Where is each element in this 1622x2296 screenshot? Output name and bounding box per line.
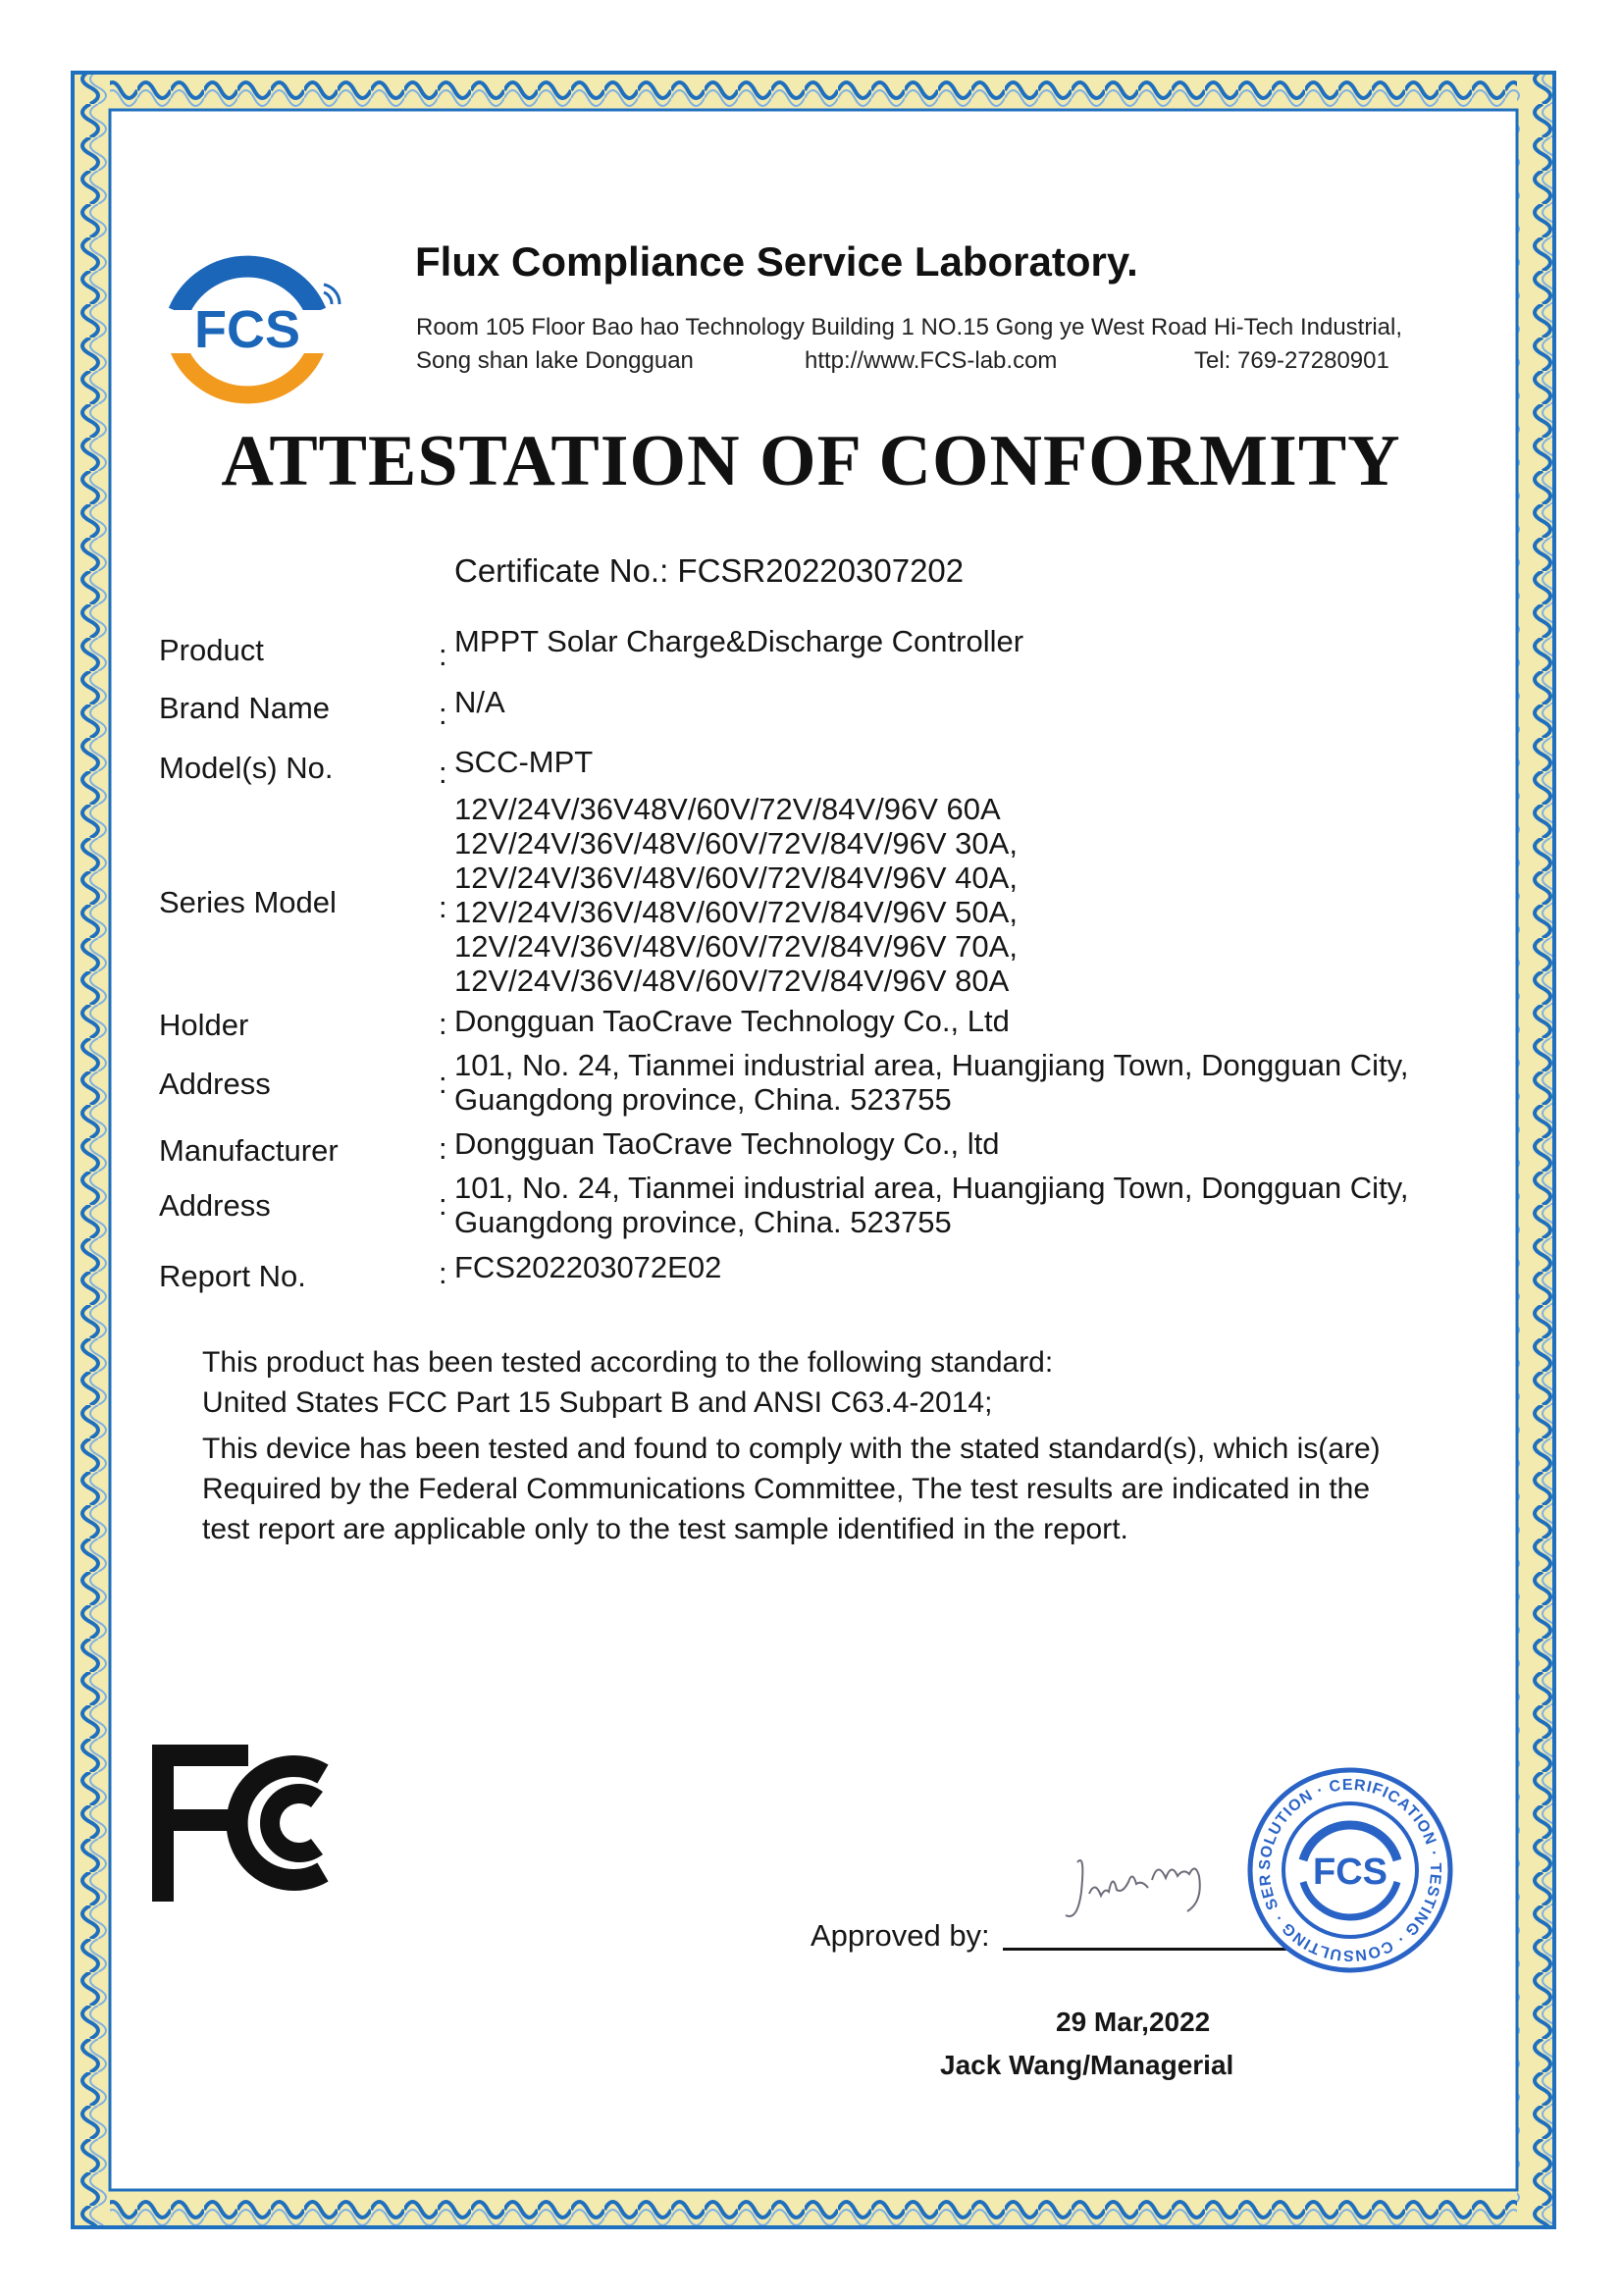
lab-telephone: Tel: 769-27280901	[1194, 347, 1389, 374]
colon: :	[439, 756, 447, 790]
colon: :	[439, 697, 447, 731]
colon: :	[439, 1256, 447, 1290]
fc-logo	[152, 1745, 368, 1902]
standard-statement	[202, 1342, 1053, 1423]
lab-website: http://www.FCS-lab.com	[805, 347, 1058, 374]
manufacturer-address-label: Address	[159, 1188, 271, 1223]
series-item: 12V/24V/36V/48V/60V/72V/84V/96V 70A,	[454, 929, 1018, 964]
series-list	[454, 792, 1018, 998]
statement-line: Required by the Federal Communications Committee, The test results are indicated in the	[202, 1473, 1371, 1505]
colon: :	[439, 638, 447, 672]
series-label: Series Model	[159, 885, 337, 919]
brand-value: N/A	[454, 685, 505, 719]
holder-label: Holder	[159, 1008, 249, 1042]
series-item: 12V/24V/36V/48V/60V/72V/84V/96V 30A,	[454, 826, 1018, 861]
series-item: 12V/24V/36V48V/60V/72V/84V/96V 60A	[454, 792, 1001, 826]
colon: :	[439, 1187, 447, 1222]
fc-mark	[152, 1745, 368, 1902]
document-title: ATTESTATION OF CONFORMITY	[221, 421, 1401, 501]
statement-line: This device has been tested and found to comply with the stated standard(s), which is(are)	[202, 1433, 1381, 1465]
compliance-statement	[202, 1429, 1381, 1549]
manufacturer-value: Dongguan TaoCrave Technology Co., ltd	[454, 1126, 1000, 1161]
address-line: Guangdong province, China. 523755	[454, 1082, 952, 1117]
series-item: 12V/24V/36V/48V/60V/72V/84V/96V 50A,	[454, 895, 1018, 929]
address-line: Guangdong province, China. 523755	[454, 1205, 952, 1239]
manufacturer-label: Manufacturer	[159, 1133, 339, 1168]
lab-address-line1: Room 105 Floor Bao hao Technology Building 1 NO.15 Gong ye West Road Hi-Tech Industrial,	[416, 314, 1402, 340]
address-line: 101, No. 24, Tianmei industrial area, Huangjiang Town, Dongguan City,	[454, 1171, 1409, 1205]
signature-line	[1003, 1948, 1287, 1951]
approval-date: 29 Mar,2022	[1056, 2007, 1211, 2037]
holder-address-value	[454, 1048, 1409, 1117]
colon: :	[439, 1066, 447, 1100]
holder-address-label: Address	[159, 1067, 271, 1101]
fcs-logo-text: FCS	[194, 300, 300, 359]
colon: :	[439, 1131, 447, 1166]
product-label: Product	[159, 633, 264, 667]
signer-name: Jack Wang/Managerial	[940, 2050, 1234, 2080]
colon: :	[439, 890, 447, 924]
seal-logo-text: FCS	[1313, 1852, 1387, 1893]
certification-seal	[1246, 1766, 1454, 1974]
report-label: Report No.	[159, 1259, 306, 1293]
approved-by-label: Approved by:	[811, 1918, 990, 1953]
seal-ring-text: SOLUTION · CERIFICATION · TESTING · CONSULTING · SER	[1256, 1776, 1444, 1964]
statement-line: test report are applicable only to the test sample identified in the report.	[202, 1513, 1128, 1545]
manufacturer-address-value	[454, 1171, 1409, 1239]
series-item: 12V/24V/36V/48V/60V/72V/84V/96V 40A,	[454, 861, 1018, 895]
address-line: 101, No. 24, Tianmei industrial area, Huangjiang Town, Dongguan City,	[454, 1048, 1409, 1082]
fcs-logo	[149, 234, 345, 430]
product-value: MPPT Solar Charge&Discharge Controller	[454, 624, 1024, 658]
handwritten-signature	[1058, 1833, 1225, 1931]
statement-line: This product has been tested according to the following standard:	[202, 1346, 1054, 1379]
model-label: Model(s) No.	[159, 751, 334, 785]
report-value: FCS202203072E02	[454, 1250, 722, 1284]
certificate-number: Certificate No.: FCSR20220307202	[454, 552, 965, 589]
lab-address-line2: Song shan lake Dongguan	[416, 347, 694, 374]
statement-line: United States FCC Part 15 Subpart B and ANSI C63.4-2014;	[202, 1386, 993, 1419]
lab-name: Flux Compliance Service Laboratory.	[415, 238, 1138, 285]
brand-label: Brand Name	[159, 691, 331, 725]
holder-value: Dongguan TaoCrave Technology Co., Ltd	[454, 1004, 1010, 1038]
colon: :	[439, 1007, 447, 1041]
model-value: SCC-MPT	[454, 745, 594, 779]
series-item: 12V/24V/36V/48V/60V/72V/84V/96V 80A	[454, 964, 1010, 998]
